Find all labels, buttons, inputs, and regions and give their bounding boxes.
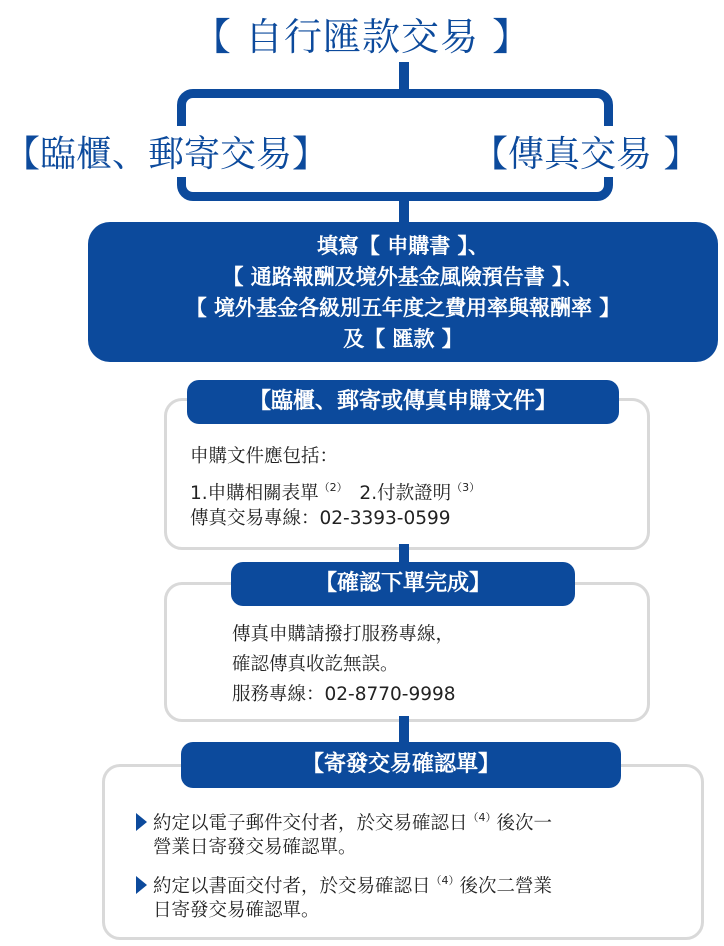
step2-service-line: 服務專線：02-8770-9998 [232,684,456,705]
step2-line-1: 傳真申購請撥打服務專線， [232,624,455,645]
branch-fax: 【傳真交易 】 [470,126,701,177]
note-4: （4） [430,874,460,887]
connector-bracket-fillbox [399,195,409,225]
step1-item-proof: 2.付款證明 [359,483,452,504]
fill-line-2: 【 通路報酬及境外基金風險預告書 】、 [222,265,584,289]
step1-fax-line: 傳真交易專線：02-3393-0599 [190,508,451,529]
note-4: （4） [467,811,497,824]
step3-bullet-2-cont: 日寄發交易確認單。 [153,900,320,921]
step1-intro: 申購文件應包括： [190,446,339,467]
flow-title: 【 自行匯款交易 】 [192,15,532,59]
note-3: （3） [451,481,481,494]
fill-forms-box [88,222,718,362]
fill-line-3: 【 境外基金各級別五年度之費用率與報酬率 】 [185,296,621,320]
step3-heading: 【寄發交易確認單】 [181,742,621,788]
step1-heading: 【臨櫃、郵寄或傳真申購文件】 [187,380,619,424]
step1-item-forms: 1.申購相關表單 [190,483,319,504]
triangle-bullet-icon [136,876,147,894]
note-2: （2） [318,481,348,494]
triangle-bullet-icon [136,813,147,831]
fill-line-4: 及【 匯款 】 [343,327,463,351]
connector-step2-step3 [399,716,409,742]
step2-heading: 【確認下單完成】 [231,562,575,606]
connector-step1-step2 [399,544,409,564]
step3-bullet-1-cont: 營業日寄發交易確認單。 [153,837,357,858]
fill-line-1: 填寫【 申購書 】、 [316,234,490,258]
branch-counter-mail: 【臨櫃、郵寄交易】 [4,126,332,177]
step3-bullet-1: 約定以電子郵件交付者，於交易確認日$^{(4)}$後次一 [136,803,552,839]
step2-line-2: 確認傳真收訖無誤。 [232,654,399,675]
step3-bullet-2: 約定以書面交付者，於交易確認日$^{(4)}$後次二營業 [136,866,552,902]
